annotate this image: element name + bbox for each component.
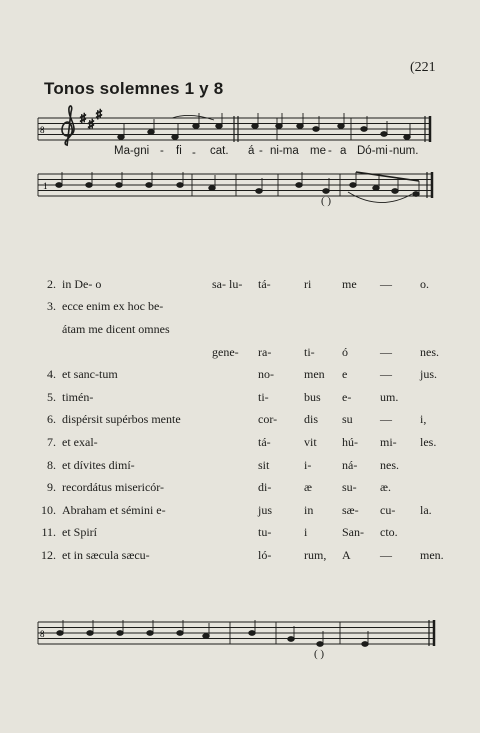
verse-text-cell: Abraham et sémini e- — [62, 502, 166, 517]
verse-text-cell: ecce enim ex hoc be- — [62, 299, 164, 314]
verse-text-cell: gene- — [212, 344, 239, 359]
verse-text-cell — [258, 318, 304, 341]
verse-number: 2. — [47, 276, 56, 291]
verse-text-cell: i — [304, 525, 308, 540]
verse-text-cell — [212, 363, 258, 386]
verse-text-cell — [212, 409, 258, 432]
verse-text-cell: — — [380, 276, 392, 291]
verse-text-cell — [304, 296, 342, 319]
verse-text-cell: timén- — [62, 389, 94, 404]
staff-3-mode-label: 8 — [40, 629, 45, 639]
verse-number: 7. — [47, 434, 56, 449]
verse-row — [30, 476, 444, 499]
verse-text-cell: et Spirí — [62, 525, 97, 540]
verse-text-cell — [420, 386, 444, 409]
verse-text-cell: — — [380, 412, 392, 427]
verse-text-cell — [212, 318, 258, 341]
lyric-syllable: Dó-mi — [357, 145, 388, 157]
verse-text-cell: hú- — [342, 434, 358, 449]
verse-number: 8. — [47, 457, 56, 472]
verse-text-cell: su- — [342, 480, 357, 495]
verse-text-cell: e- — [342, 389, 352, 404]
verse-number: 12. — [41, 547, 56, 562]
verse-row — [30, 499, 444, 522]
verse-text-cell: átam me dicent omnes — [62, 321, 170, 336]
verse-text-cell: — — [380, 367, 392, 382]
verse-number: 4. — [47, 367, 56, 382]
staff-3 — [38, 620, 434, 646]
verse-text-cell — [342, 318, 380, 341]
verse-row — [30, 522, 444, 545]
verse-text-cell: les. — [420, 434, 437, 449]
verse-text-cell: nes. — [380, 457, 399, 472]
lyric-hyphen: - — [192, 147, 196, 159]
lyric-syllable: me — [310, 145, 326, 157]
verse-text-cell: dispérsit supérbos mente — [62, 412, 181, 427]
verse-text-cell: i- — [304, 457, 312, 472]
verse-row — [30, 454, 444, 477]
verse-number: 10. — [41, 502, 56, 517]
verse-text-cell — [212, 296, 258, 319]
verse-text-cell — [420, 476, 444, 499]
verse-text-cell — [380, 296, 420, 319]
lyric-syllable: á — [248, 145, 255, 157]
verse-text-cell: ó — [342, 344, 348, 359]
verse-row — [30, 273, 444, 296]
verse-text-cell: in De- o — [62, 276, 102, 291]
verse-number: 5. — [47, 389, 56, 404]
lyric-syllable: fi — [176, 145, 182, 157]
verse-text-cell: tu- — [258, 525, 272, 540]
verse-text-cell: æ. — [380, 480, 392, 495]
verse-text-cell — [342, 296, 380, 319]
staff-2-notes — [56, 172, 420, 196]
verse-text-cell: cto. — [380, 525, 398, 540]
verse-text-cell: i, — [420, 412, 427, 427]
verse-text-cell — [212, 476, 258, 499]
verse-text-cell: jus — [258, 502, 273, 517]
verse-text-cell: bus — [304, 389, 321, 404]
verse-text-cell: sa- lu- — [212, 276, 243, 291]
verse-text-cell: cor- — [258, 412, 278, 427]
staff-2-mode-label: 1 — [43, 181, 48, 191]
lyric-syllable: ni-ma — [270, 145, 299, 157]
verse-text-cell — [420, 296, 444, 319]
verse-text-cell: et in sæcula sæcu- — [62, 547, 150, 562]
verse-row — [30, 386, 444, 409]
verse-text-cell: — — [380, 344, 392, 359]
lyric-hyphen: - — [328, 145, 332, 157]
verses-table — [30, 273, 444, 567]
verse-text-cell: men. — [420, 547, 444, 562]
verse-text-cell: tá- — [258, 434, 271, 449]
lyric-syllable: Ma-gni — [114, 145, 150, 157]
verse-text-cell — [420, 318, 444, 341]
verse-text-cell — [258, 296, 304, 319]
verse-text-cell — [212, 544, 258, 567]
verse-text-cell — [212, 499, 258, 522]
verse-text-cell: recordátus misericór- — [62, 480, 165, 495]
verse-text-cell — [212, 454, 258, 477]
verse-text-cell — [212, 431, 258, 454]
verse-text-cell: ti- — [304, 344, 315, 359]
verse-row — [30, 318, 444, 341]
verse-row — [30, 409, 444, 432]
verse-text-cell: San- — [342, 525, 364, 540]
verse-text-cell — [304, 318, 342, 341]
verse-text-cell: no- — [258, 367, 274, 382]
verse-text-cell: nes. — [420, 344, 439, 359]
verse-row — [30, 341, 444, 364]
staff-3-paren: ( ) — [314, 648, 325, 660]
staff-1-mode-label: 8 — [40, 125, 45, 135]
verse-text-cell: e — [342, 367, 348, 382]
verse-text-cell — [212, 386, 258, 409]
key-signature — [80, 107, 102, 131]
verse-text-cell: ti- — [258, 389, 269, 404]
verse-number: 3. — [47, 299, 56, 314]
verse-text-cell: ná- — [342, 457, 358, 472]
page-number: (221 — [410, 60, 436, 75]
section-title: Tonos solemnes 1 y 8 — [44, 79, 224, 98]
staff-2-paren: ( ) — [321, 195, 332, 207]
lyric-hyphen: - — [259, 145, 263, 157]
verse-text-cell: sit — [258, 457, 270, 472]
verse-text-cell — [62, 341, 212, 364]
verse-text-cell: — — [380, 547, 392, 562]
verse-text-cell: rum, — [304, 547, 327, 562]
verse-text-cell: sæ- — [342, 502, 359, 517]
verse-row — [30, 544, 444, 567]
verse-text-cell: o. — [420, 276, 429, 291]
svg-text:♯: ♯ — [96, 107, 102, 121]
svg-text:♯: ♯ — [80, 111, 86, 125]
staff-1-notes — [118, 113, 411, 139]
verse-text-cell: di- — [258, 480, 272, 495]
verse-text-cell — [420, 522, 444, 545]
verse-row — [30, 296, 444, 319]
verse-text-cell: et exal- — [62, 434, 98, 449]
verse-text-cell: jus. — [420, 367, 438, 382]
verse-text-cell: et sanc-tum — [62, 367, 118, 382]
verse-text-cell: um. — [380, 389, 399, 404]
verse-text-cell: ra- — [258, 344, 272, 359]
verse-text-cell: A — [342, 547, 351, 562]
verse-text-cell: la. — [420, 502, 432, 517]
lyric-hyphen: -num. — [389, 145, 419, 157]
verse-text-cell: æ — [304, 480, 313, 495]
verse-text-cell: men — [304, 367, 325, 382]
verse-row — [30, 431, 444, 454]
verse-text-cell: ló- — [258, 547, 272, 562]
verse-text-cell — [380, 318, 420, 341]
lyric-hyphen: - — [160, 145, 164, 157]
verse-row — [30, 363, 444, 386]
lyric-syllable: a — [340, 145, 347, 157]
verse-number: 6. — [47, 412, 56, 427]
verse-number: 9. — [47, 480, 56, 495]
verse-text-cell: dis — [304, 412, 319, 427]
verse-text-cell: cu- — [380, 502, 396, 517]
verse-text-cell: su — [342, 412, 353, 427]
verse-text-cell: vit — [304, 434, 317, 449]
lyric-syllable: cat. — [210, 145, 229, 157]
verse-text-cell — [212, 522, 258, 545]
verse-number — [30, 318, 62, 341]
verse-text-cell: mi- — [380, 434, 397, 449]
verse-number — [30, 341, 62, 364]
svg-text:♯: ♯ — [88, 117, 94, 131]
verse-text-cell — [420, 454, 444, 477]
verse-text-cell: tá- — [258, 276, 271, 291]
verse-text-cell: ri — [304, 276, 312, 291]
verse-text-cell: et dívites dimí- — [62, 457, 135, 472]
verse-text-cell: me — [342, 276, 357, 291]
verse-number: 11. — [41, 525, 56, 540]
verse-text-cell: in — [304, 502, 314, 517]
